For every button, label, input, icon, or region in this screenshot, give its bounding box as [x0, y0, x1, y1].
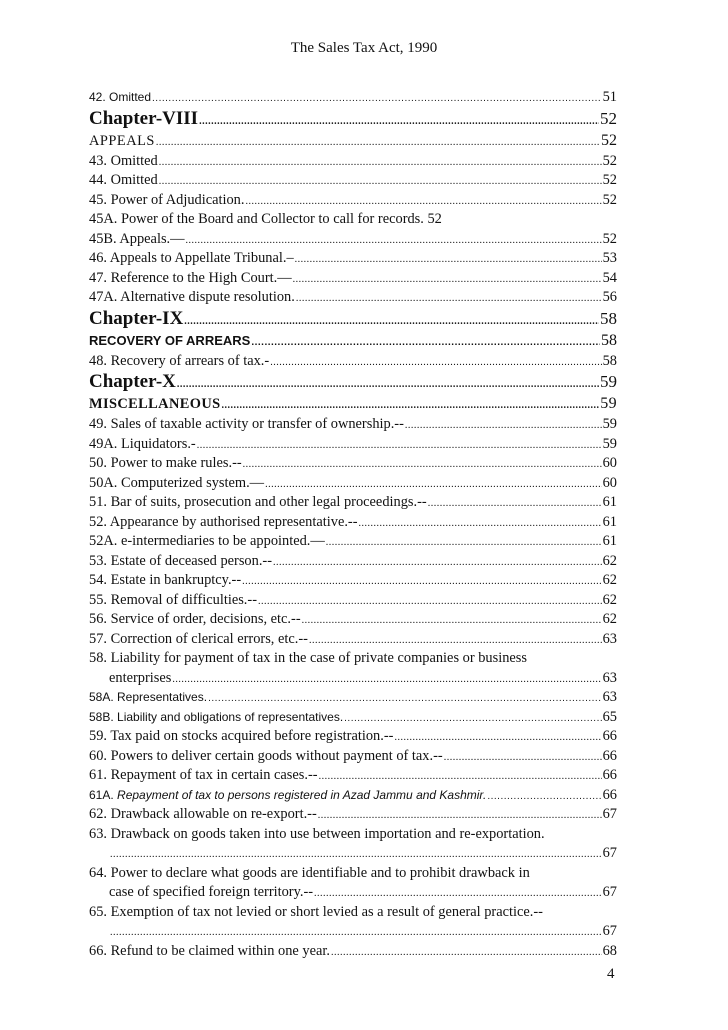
toc-chapter-x[interactable]	[89, 371, 617, 393]
toc-page: 52	[602, 152, 617, 169]
toc-entry-59[interactable]	[89, 727, 617, 747]
toc-entry-62[interactable]	[89, 805, 617, 825]
toc-title: 47. Reference to the High Court.—	[89, 269, 292, 286]
dot-leader	[318, 805, 602, 826]
toc-number: 61A.	[89, 787, 118, 802]
toc-entry-46[interactable]	[89, 249, 617, 269]
toc-entry-55[interactable]	[89, 591, 617, 611]
dot-leader	[110, 922, 602, 943]
toc-page: 60	[602, 474, 617, 491]
toc-page: 52	[600, 108, 617, 128]
dot-leader	[309, 630, 602, 651]
dot-leader	[222, 393, 600, 417]
toc-title: case of specified foreign territory.--	[109, 884, 314, 900]
toc-page: 62	[602, 611, 617, 627]
running-header: The Sales Tax Act, 1990	[290, 40, 438, 56]
toc-page: 63	[602, 630, 617, 647]
toc-title: 60. Powers to deliver certain goods without payment of tax.--	[89, 747, 443, 764]
toc-title: 49. Sales of taxable activity or transfer of ownership.--	[89, 416, 404, 432]
toc-title: 66. Refund to be claimed within one year.	[89, 942, 330, 959]
toc-recovery-of-arrears[interactable]	[89, 330, 617, 352]
dot-leader	[159, 152, 602, 173]
toc-page: 63	[602, 689, 617, 705]
toc-title: 45B. Appeals.—	[89, 230, 185, 247]
toc-title: 59. Tax paid on stocks acquired before registration.--	[89, 728, 394, 744]
toc-chapter-viii[interactable]	[89, 108, 617, 130]
toc-title: 57. Correction of clerical errors, etc.--	[89, 630, 308, 647]
toc-title: 44. Omitted	[89, 172, 158, 188]
dot-leader	[156, 130, 600, 154]
toc-title: 48. Recovery of arrears of tax.-	[89, 352, 270, 369]
toc-page: 68	[602, 942, 617, 959]
toc-title: APPEALS	[89, 132, 155, 149]
toc-title: 45. Power of Adjudication.	[89, 191, 245, 208]
toc-page: 58	[602, 352, 617, 369]
toc-entry-63-line1[interactable]: 63. Drawback on goods taken into use between importation and re-exportation.	[89, 825, 545, 842]
dot-leader	[394, 727, 601, 748]
toc-entry-51[interactable]	[89, 493, 617, 513]
toc-page: 51	[602, 89, 617, 105]
dot-leader	[243, 454, 602, 475]
toc-title	[89, 786, 486, 806]
toc-title: 58A. Representatives.	[89, 690, 208, 704]
toc-page: 65	[602, 708, 617, 725]
toc-entry-63-line2[interactable]	[89, 844, 617, 864]
dot-leader	[302, 610, 602, 631]
toc-page: 66	[602, 786, 617, 803]
toc-title-italic: Repayment of tax to persons registered in Azad Jammu and Kashmir.	[117, 787, 487, 802]
toc-miscellaneous[interactable]	[89, 393, 617, 415]
toc-entry-53[interactable]	[89, 552, 617, 572]
dot-leader	[444, 747, 602, 768]
toc-entry-57[interactable]	[89, 630, 617, 650]
dot-leader	[152, 88, 602, 109]
dot-leader	[251, 330, 600, 354]
toc-entry-58-line2[interactable]	[89, 669, 617, 689]
dot-leader	[159, 171, 602, 192]
dot-leader	[359, 513, 602, 534]
dot-leader	[314, 883, 602, 904]
toc-page: 66	[602, 728, 617, 744]
toc-page: 56	[602, 289, 617, 305]
dot-leader	[293, 269, 602, 290]
toc-entry-54[interactable]	[89, 571, 617, 591]
toc-entry-65-line1[interactable]: 65. Exemption of tax not levied or short levied as a result of general practice.--	[89, 903, 543, 920]
dot-leader	[110, 844, 602, 865]
toc-page: 66	[602, 747, 617, 764]
toc-title: 62. Drawback allowable on re-export.--	[89, 806, 317, 822]
toc-entry-47a[interactable]	[89, 288, 617, 308]
toc-page: 60	[602, 455, 617, 471]
toc-title: 50. Power to make rules.--	[89, 455, 242, 471]
dot-leader	[245, 191, 601, 212]
toc-page: 66	[602, 767, 617, 783]
toc-page: 61	[602, 513, 617, 530]
dot-leader	[273, 552, 602, 573]
toc-entry-66[interactable]	[89, 942, 617, 962]
toc-entry-50[interactable]	[89, 454, 617, 474]
toc-appeals[interactable]	[89, 130, 617, 152]
toc-page: 58	[601, 331, 617, 349]
dot-leader	[295, 249, 602, 270]
toc-title: 51. Bar of suits, prosecution and other legal proceedings.--	[89, 494, 427, 510]
toc-page: 59	[600, 372, 617, 391]
dot-leader	[242, 571, 601, 592]
toc-entry-47[interactable]	[89, 269, 617, 289]
toc-title: 55. Removal of difficulties.--	[89, 591, 257, 608]
toc-page: 52	[602, 230, 617, 247]
toc-entry-49[interactable]	[89, 415, 617, 435]
toc-title: Chapter-VIII	[89, 107, 199, 129]
dot-leader	[197, 435, 602, 456]
page-number: 4	[607, 966, 615, 982]
toc-title: MISCELLANEOUS	[89, 396, 221, 412]
dot-leader	[258, 591, 602, 612]
toc-page: 52	[601, 131, 617, 149]
toc-entry-52a[interactable]	[89, 532, 617, 552]
toc-title: 42. Omitted	[89, 90, 152, 104]
toc-page: 59	[602, 435, 617, 452]
dot-leader	[428, 493, 602, 514]
toc-entry-43[interactable]	[89, 152, 617, 172]
toc-entry-58b[interactable]	[89, 708, 617, 728]
toc-page: 67	[602, 884, 617, 900]
toc-page: 63	[602, 669, 617, 686]
toc-entry-52[interactable]	[89, 513, 617, 533]
dot-leader	[186, 230, 602, 251]
dot-leader	[296, 288, 602, 309]
dot-leader	[487, 786, 601, 807]
dot-leader	[319, 766, 602, 787]
dot-leader	[331, 942, 602, 963]
toc-title: 43. Omitted	[89, 152, 158, 169]
toc-title: enterprises	[109, 669, 172, 686]
toc-entry-58-line1[interactable]: 58. Liability for payment of tax in the case of private companies or business	[89, 650, 527, 666]
toc-entry-56[interactable]	[89, 610, 617, 630]
toc-title: 52A. e-intermediaries to be appointed.—	[89, 533, 325, 549]
toc-title: 49A. Liquidators.-	[89, 435, 196, 452]
toc-entry-61[interactable]	[89, 766, 617, 786]
toc-title: 46. Appeals to Appellate Tribunal.–	[89, 250, 294, 266]
toc-page: 58	[600, 308, 617, 328]
toc-page: 67	[602, 923, 617, 939]
dot-leader	[270, 352, 601, 373]
dot-leader	[405, 415, 602, 436]
toc-title: 50A. Computerized system.—	[89, 474, 265, 491]
toc-title: RECOVERY OF ARREARS	[89, 332, 251, 348]
dot-leader	[208, 688, 602, 709]
toc-entry-60[interactable]	[89, 747, 617, 767]
toc-entry-58a[interactable]	[89, 688, 617, 708]
toc-entry-64-line1[interactable]: 64. Power to declare what goods are identifiable and to prohibit drawback in	[89, 864, 530, 881]
toc-title: Chapter-IX	[89, 307, 184, 329]
toc-page: 59	[600, 395, 617, 412]
toc-page: 59	[602, 416, 617, 432]
toc-page: 62	[602, 591, 617, 608]
toc-page: 52	[602, 191, 617, 208]
toc-entry-64-line2[interactable]	[89, 883, 617, 903]
toc-entry-61a[interactable]	[89, 786, 617, 806]
toc-chapter-ix[interactable]	[89, 308, 617, 330]
toc-entry-49a[interactable]	[89, 435, 617, 455]
toc-entry-45a[interactable]: 45A. Power of the Board and Collector to call for records. 52	[89, 211, 442, 227]
dot-leader	[265, 474, 602, 495]
toc-title: 56. Service of order, decisions, etc.--	[89, 611, 301, 627]
toc-entry-42[interactable]	[89, 88, 617, 108]
toc-title: 53. Estate of deceased person.--	[89, 552, 273, 569]
toc-page: 67	[602, 806, 617, 822]
toc-entry-44[interactable]	[89, 171, 617, 191]
toc-page: 54	[602, 269, 617, 286]
toc-page: 62	[602, 552, 617, 569]
toc-entry-48[interactable]	[89, 352, 617, 372]
dot-leader	[326, 532, 602, 553]
table-of-contents	[89, 88, 617, 961]
toc-entry-65-line2[interactable]	[89, 922, 617, 942]
toc-entry-45b[interactable]	[89, 230, 617, 250]
toc-page: 61	[602, 533, 617, 549]
dot-leader	[344, 708, 601, 729]
toc-page: 62	[602, 572, 617, 588]
toc-page: 52	[602, 172, 617, 188]
toc-page: 61	[602, 494, 617, 510]
toc-page: 53	[602, 250, 617, 266]
toc-entry-45[interactable]	[89, 191, 617, 211]
toc-title: Chapter-X	[89, 371, 176, 392]
toc-title: 61. Repayment of tax in certain cases.--	[89, 767, 318, 783]
toc-title: 47A. Alternative dispute resolution.	[89, 289, 295, 305]
toc-title: 58B. Liability and obligations of representatives.	[89, 709, 344, 724]
toc-title: 54. Estate in bankruptcy.--	[89, 572, 242, 588]
dot-leader	[172, 669, 601, 690]
toc-entry-50a[interactable]	[89, 474, 617, 494]
toc-title: 52. Appearance by authorised representative.--	[89, 513, 358, 530]
toc-page: 67	[602, 845, 617, 861]
